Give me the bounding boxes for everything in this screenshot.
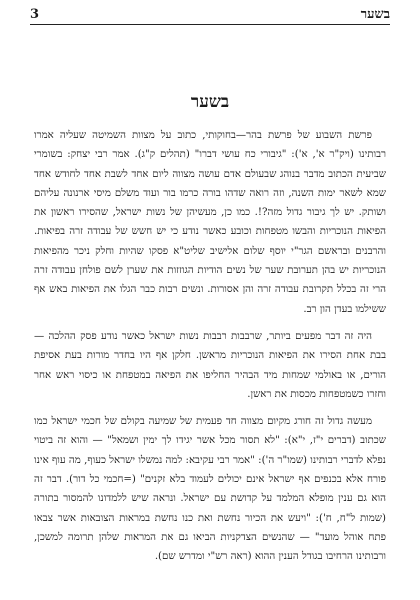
body-text [34,126,386,567]
header-rule [30,24,390,25]
paragraph-1: פרשת השבוע של פרשת בהר—בחוקותי, כתוב על מצוות השמיטה שעליה אמרו רבותינו (ויק"ר א', א'): "גיבורי כח עושי דברו" (תהלים ק"ג). אמר רבי יצחק: בשומרי שביעית הכתוב מדבר בנוהג שבעולם אדם עושה מצווה ליום אחד לשבת אחד לחודש אחד שמא לשאר ימות השנה, וזה רואה שדהו בורה כרמו בור ועוד משלם מיסי ארנונה עליהם ושותק. יש לך גיבור גדול מזה?!. כמו כן, מעשיהן של נשות ישראל, שהסירו ראשון את הפיאות הנוכריות והבשו מטפחות וכובע כאשר נודע כי יש חשש של עבודה זרה בפיאות. והרבנים ובראשם הגר"י יוסף שלום אלישיב שליט"א פסקו שהיות וחלק ניכר מהפיאות הנוכריות יש בהן תערובת שער של נשים הודיות הגוזזות את שערן לשם פולחן עבודה זרה הרי זה בכלל תקרובת עבודה זרה והן אסורות. ונשים רבות כבר הגלו את הפיאות באש אף ששילמו בעדן הון רב. [34,130,386,315]
running-header-title: בשער [360,7,390,22]
running-header [30,4,390,22]
paragraph-2: היה זה דבר מפעים ביותר, שרבבות רבבות נשות ישראל כאשר נודע פסק ההלכה — בבת אחת הסירו את הפיאות הנוכריות מראשן. חלקן אף היו בחדר מורות בעת אסיפת הורים, או באולמי שמחות מיד הבהיר החליפו את הפיאה במטפחת או כיסוי ראש אחר וחזרו כשמטפחות מכסות את ראשן. [34,330,386,400]
page-number: 3 [30,7,40,22]
chapter-title: בשער [190,92,230,112]
paragraph-3: מעשה גדול זה חורג מקיום מצווה חד פעמית של שמיעה בקולם של חכמי ישראל כמו שכתוב (דברים י"ז, י"א): "לא תסור מכל אשר יגידו לך ימין ושמאל" — והוא זה ביטוי נפלא לדברי רבותינו (שמו"ר ה'): "אמר רבי עקיבא: למה נמשלו ישראל כעוף, מה עוף אינו פורח אלא בכנפים אף ישראל אינם יכולים לעמוד בלא זקנים" (=חכמי כל דור). דבר זה הוא גם ענין מופלא המלמד על קדושת עם ישראל. ונראה שיש ללמדונו להמסור בתורה (שמות ל"ח, ח'): "ויעש את הכיור נחשת ואת כנו נחשת במראות הצובאות אשר צבאו פתח אוהל מועד" — שהנשים הצדקניות הביאו גם את המראות שלהן תרומה למשכן, ורבותינו הרחיבו בגודל הענין ההוא (ראה רש"י ומדרש שם). [34,416,386,563]
